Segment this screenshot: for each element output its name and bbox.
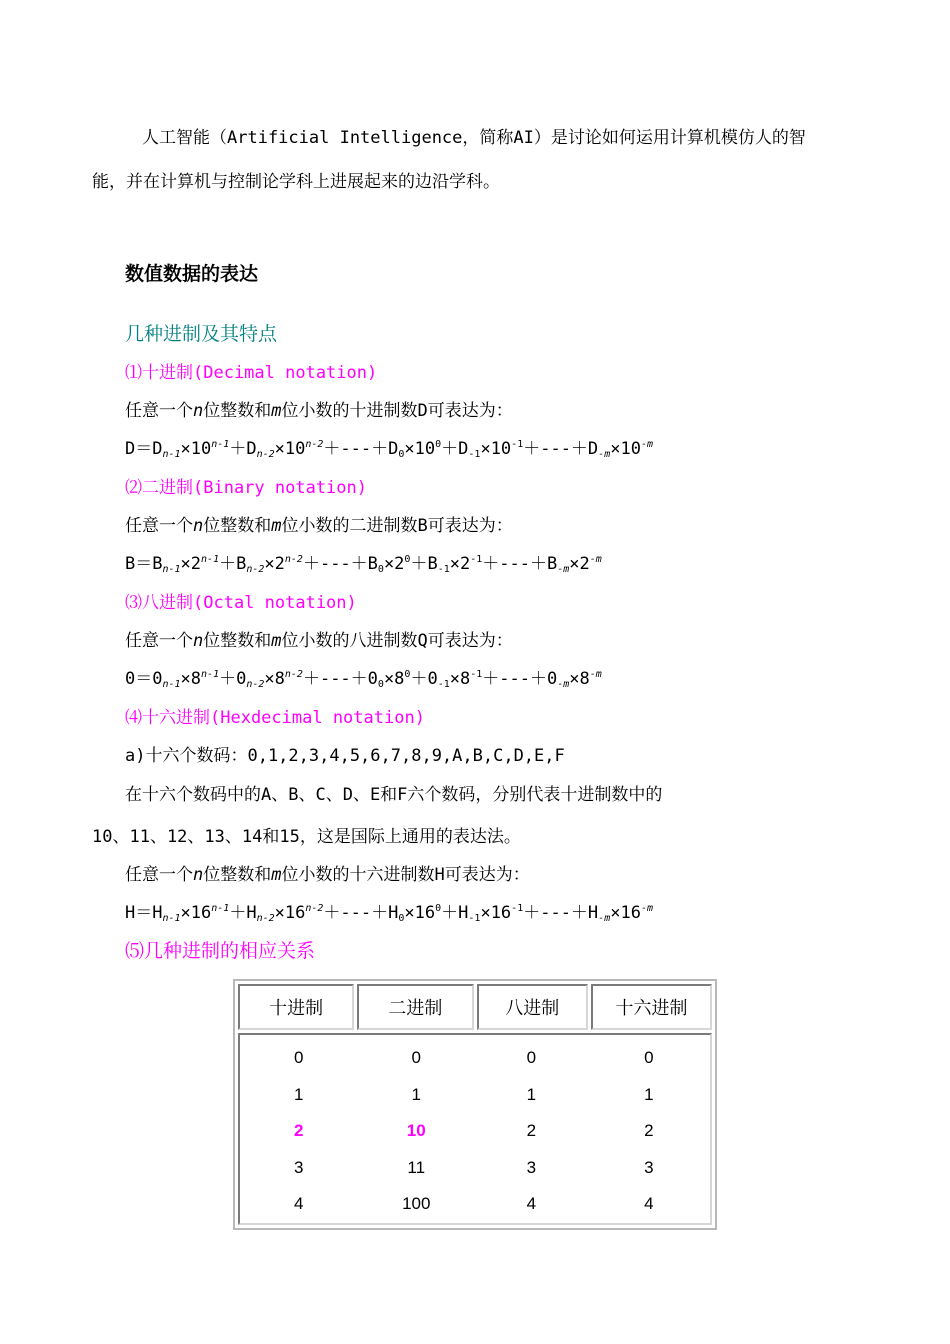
octal-heading: ⑶八进制(Octal notation) — [125, 593, 357, 613]
decimal-heading: ⑴十进制(Decimal notation) — [125, 363, 378, 383]
hex-explain-line-1: 在十六个数码中的A、B、C、D、E和F六个数码，分别代表十进制数中的 — [125, 785, 663, 805]
section-title: 数值数据的表达 — [125, 263, 259, 285]
table-row — [240, 1077, 710, 1114]
table-cell: 3 — [526, 1157, 537, 1177]
hex-digits-line: a)十六个数码：0,1,2,3,4,5,6,7,8,9,A,B,C,D,E,F — [125, 746, 565, 766]
relation-heading: ⑸几种进制的相应关系 — [125, 940, 316, 962]
intro-line-1: 人工智能（Artificial Intelligence，简称AI）是讨论如何运用计算机模仿人的智 — [142, 128, 806, 148]
table-cell: 1 — [526, 1084, 537, 1104]
table-cell: 2 — [526, 1121, 537, 1141]
table-cell: 3 — [294, 1157, 304, 1177]
hex-description: 任意一个n位整数和m位小数的十六进制数H可表达为： — [125, 865, 530, 885]
header-decimal: 十进制 — [238, 984, 354, 1030]
hex-explain-line-2: 10、11、12、13、14和15，这是国际上通用的表达法。 — [92, 827, 521, 847]
hex-heading: ⑷十六进制(Hexdecimal notation) — [125, 708, 425, 728]
header-hex: 十六进制 — [591, 984, 712, 1030]
table-cell: 4 — [294, 1194, 304, 1214]
decimal-formula: $D=D_{n-1}\times 10^{n-1}+D_{n-2}\times 10^{n-2}+---+D_0\times 10^0+D_{-1}\times 10^{-1}+---+D_{-m}\times 10^{-m}$ — [125, 439, 653, 460]
table-cell: 0 — [411, 1048, 421, 1068]
binary-formula: $B=B_{n-1}\times 2^{n-1}+B_{n-2}\times 2^{n-2}+---+B_0\times 2^0+B_{-1}\times 2^{-1}+---+B_{-m}\times 2^{-m}$ — [125, 554, 602, 575]
table-cell-highlighted: 10 — [406, 1121, 426, 1141]
table-row — [240, 1150, 710, 1187]
intro-line-2: 能，并在计算机与控制论学科上进展起来的边沿学科。 — [92, 172, 500, 192]
number-system-table — [233, 979, 717, 1230]
header-binary: 二进制 — [357, 984, 473, 1030]
hex-formula: $H=H_{n-1}\times 16^{n-1}+H_{n-2}\times 16^{n-2}+---+H_0\times 16^0+H_{-1}\times 16^{-1}+---+H_{-m}\times 16^{-m}$ — [125, 903, 653, 924]
subsection-title: 几种进制及其特点 — [125, 323, 278, 345]
octal-description: 任意一个n位整数和m位小数的八进制数Q可表达为： — [125, 631, 513, 651]
table-cell: 2 — [644, 1121, 654, 1141]
table-cell: 1 — [644, 1084, 654, 1104]
table-cell: 0 — [644, 1048, 654, 1068]
table-cell: 3 — [644, 1157, 654, 1177]
table-row — [240, 1113, 710, 1150]
table-cell: 0 — [294, 1048, 304, 1068]
table-cell: 11 — [407, 1157, 426, 1177]
table-cell: 4 — [526, 1194, 537, 1214]
table-cell: 1 — [411, 1084, 421, 1104]
table-row — [240, 1035, 710, 1077]
decimal-description: 任意一个n位整数和m位小数的十进制数D可表达为： — [125, 401, 513, 421]
table-header-row — [238, 984, 712, 1030]
table-cell: 0 — [526, 1048, 537, 1068]
binary-description: 任意一个n位整数和m位小数的二进制数B可表达为： — [125, 516, 513, 536]
header-octal: 八进制 — [477, 984, 589, 1030]
binary-heading: ⑵二进制(Binary notation) — [125, 478, 367, 498]
table-row — [240, 1186, 710, 1223]
table-cell-highlighted: 2 — [294, 1121, 304, 1141]
octal-formula: $0=0_{n-1}\times 8^{n-1}+0_{n-2}\times 8^{n-2}+---+0_0\times 8^0+0_{-1}\times 8^{-1}+---+0_{-m}\times 8^{-m}$ — [125, 669, 602, 690]
table-cell: 4 — [644, 1194, 654, 1214]
table-body — [238, 1033, 712, 1225]
table-cell: 1 — [294, 1084, 304, 1104]
table-cell: 100 — [402, 1194, 431, 1214]
